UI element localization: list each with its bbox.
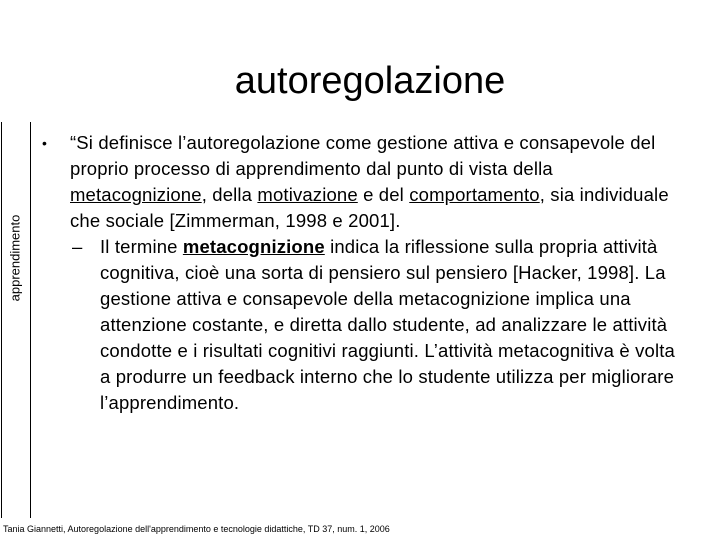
slide-content — [40, 130, 680, 416]
dash-icon: – — [72, 236, 83, 257]
slide-title: autoregolazione — [234, 60, 506, 102]
bullet-text-2: , della — [201, 184, 258, 205]
footer-citation: Tania Giannetti, Autoregolazione dell'apprendimento e tecnologie didattiche, TD 37, num. 1, 2006 — [3, 524, 390, 534]
bullet-text-1: “Si definisce l’autoregolazione come gestione attiva e consapevole del proprio processo di apprendimento dal punto di vista della — [70, 132, 656, 179]
bullet-icon: • — [42, 135, 48, 151]
term-metacognizione: metacognizione — [70, 184, 202, 205]
side-bar — [1, 122, 31, 518]
bullet-item — [40, 130, 680, 234]
term-motivazione: motivazione — [257, 184, 358, 205]
bullet-text-3: e del — [357, 184, 410, 205]
sub-bullet-text-1: Il termine — [100, 236, 183, 257]
term-metacognizione-bold: metacognizione — [182, 236, 325, 257]
sub-bullet-text-2: indica la riflessione sulla propria attività cognitiva, cioè una sorta di pensiero sul pensiero [Hacker, 1998]. La gestione attiva e consapevole della metacognizione implica una attenzione costante, e diretta dallo studente, ad analizzare le attività condotte e i risultati cognitivi raggiunti. L’attività metacognitiva è volta a produrre un feedback interno che lo studente utilizza per migliorare l’apprendimento. — [100, 236, 675, 413]
side-label: apprendimento — [7, 214, 23, 302]
term-comportamento: comportamento — [409, 184, 540, 205]
sub-bullet-item — [72, 234, 680, 416]
bullet-text-4: , sia individuale che sociale [Zimmerman, 1998 e 2001]. — [70, 184, 669, 231]
